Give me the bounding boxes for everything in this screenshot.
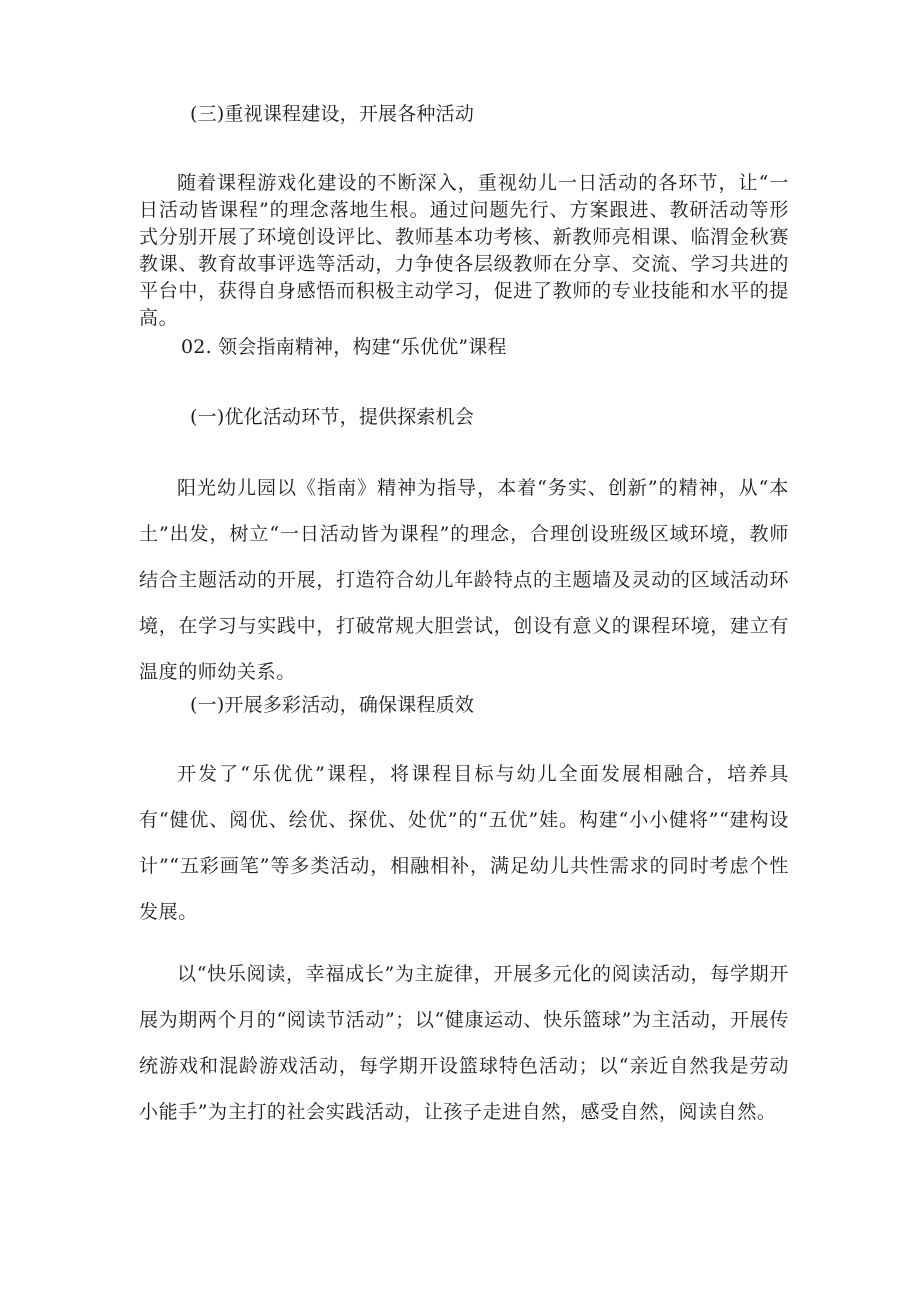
heading-3-build-curriculum: (三)重视课程建设，开展各种活动	[190, 103, 475, 125]
heading-1-colorful-activities: (一)开展多彩活动，确保课程质效	[190, 694, 475, 716]
paragraph-text: 随着课程游戏化建设的不断深入，重视幼儿一日活动的各环节，让“一日活动皆课程”的理念落地生根。通过问题先行、方案跟进、教研活动等形式分别开展了环境创设评比、教师基本功考核、新教师亮相课、临渭金秋赛教课、教育故事评选等活动，力争使各层级教师在分享、交流、学习共进的平台中，获得自身感悟而积极主动学习，促进了教师的专业技能和水平的提高。	[139, 172, 789, 329]
paragraph-text: 阳光幼儿园以《指南》精神为指导，本着“务实、创新”的精神，从“本土”出发，树立“一日活动皆为课程”的理念，合理创设班级区域环境，教师结合主题活动的开展，打造符合幼儿年龄特点的主题墙及灵动的区域活动环境，在学习与实践中，打破常规大胆尝试，创设有意义的课程环境，建立有温度的师幼关系。	[139, 477, 789, 683]
section-02-heading: 02. 领会指南精神，构建“乐优优”课程	[181, 336, 507, 358]
paragraph-leyouyou-curriculum	[139, 732, 789, 954]
paragraph-guidelines-spirit	[139, 446, 789, 714]
paragraph-text: 开发了“乐优优”课程，将课程目标与幼儿全面发展相融合，培养具有“健优、阅优、绘优、探优、处优”的“五优”娃。构建“小小健将”“建构设计”“五彩画笔”等多类活动，相融相补，满足幼儿共性需求的同时考虑个性发展。	[139, 763, 789, 923]
paragraph-curriculum-gamification	[139, 151, 789, 351]
paragraph-text: 以“快乐阅读，幸福成长”为主旋律，开展多元化的阅读活动，每学期开展为期两个月的“阅读节活动”；以“健康运动、快乐篮球”为主活动，开展传统游戏和混龄游戏活动，每学期开设篮球特色活动；以“亲近自然我是劳动小能手”为主打的社会实践活动，让孩子走进自然，感受自然，阅读自然。	[139, 963, 789, 1123]
paragraph-reading-activities	[139, 932, 789, 1154]
heading-1-optimize-activities: (一)优化活动环节，提供探索机会	[190, 406, 475, 428]
